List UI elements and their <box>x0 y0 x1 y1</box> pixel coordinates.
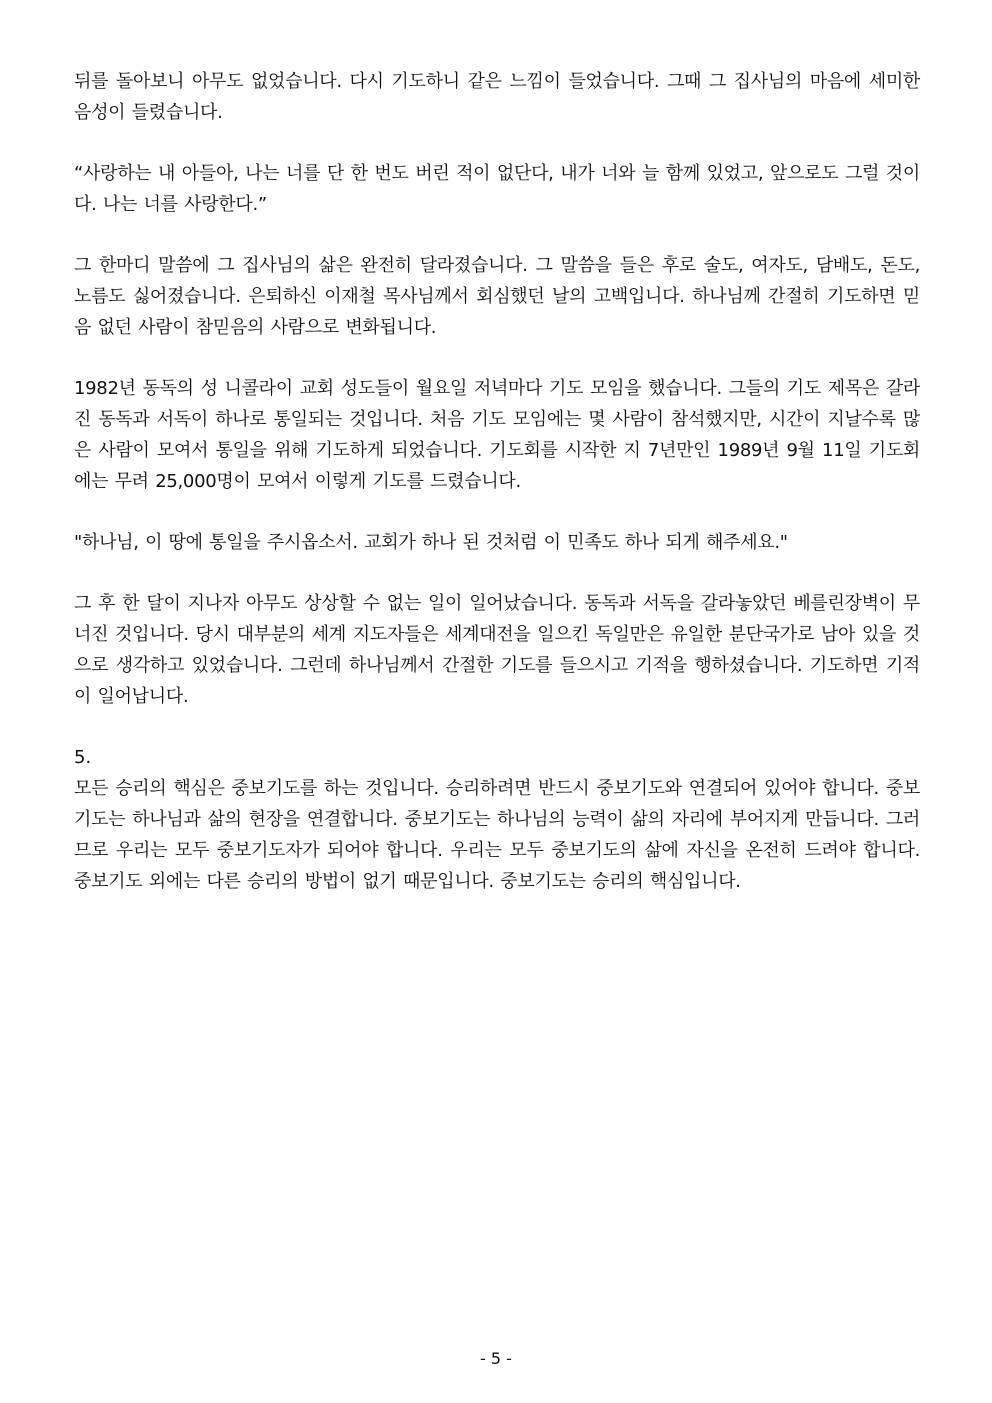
document-body <box>74 66 920 927</box>
quote-paragraph: "하나님, 이 땅에 통일을 주시옵소서. 교회가 하나 된 것처럼 이 민족도 하나 되게 해주세요." <box>74 532 788 553</box>
paragraph: 그 후 한 달이 지나자 아무도 상상할 수 없는 일이 일어났습니다. 동독과 서독을 갈라놓았던 베를린장벽이 무너진 것입니다. 당시 대부분의 세계 지도자들은 세계대전을 일으킨 독일만은 유일한 분단국가로 남아 있을 것으로 생각하고 있었습니다. 그런데 하나님께서 간절한 기도를 들으시고 기적을 행하셨습니다. 기도하면 기적이 일어납니다. <box>74 593 920 707</box>
section-paragraph: 모든 승리의 핵심은 중보기도를 하는 것입니다. 승리하려면 반드시 중보기도와 연결되어 있어야 합니다. 중보기도는 하나님과 삶의 현장을 연결합니다. 중보기도는 하나님의 능력이 삶의 자리에 부어지게 만듭니다. 그러므로 우리는 모두 중보기도자가 되어야 합니다. 우리는 모두 중보기도의 삶에 자신을 온전히 드려야 합니다. 중보기도 외에는 다른 승리의 방법이 없기 때문입니다. 중보기도는 승리의 핵심입니다. <box>74 778 920 892</box>
paragraph: 1982년 동독의 성 니콜라이 교회 성도들이 월요일 저녁마다 기도 모임을 했습니다. 그들의 기도 제목은 갈라진 동독과 서독이 하나로 통일되는 것입니다. 처음 기도 모임에는 몇 사람이 참석했지만, 시간이 지날수록 많은 사람이 모여서 통일을 위해 기도하게 되었습니다. 기도회를 시작한 지 7년만인 1989년 9월 11일 기도회에는 무려 25,000명이 모여서 이렇게 기도를 드렸습니다. <box>74 378 920 492</box>
quote-paragraph: “사랑하는 내 아들아, 나는 너를 단 한 번도 버린 적이 없단다, 내가 너와 늘 함께 있었고, 앞으로도 그럴 것이다. 나는 너를 사랑한다.” <box>74 163 920 215</box>
paragraph: 뒤를 돌아보니 아무도 없었습니다. 다시 기도하니 같은 느낌이 들었습니다. 그때 그 집사님의 마음에 세미한 음성이 들렸습니다. <box>74 71 920 123</box>
paragraph: 그 한마디 말씀에 그 집사님의 삶은 완전히 달라졌습니다. 그 말씀을 들은 후로 술도, 여자도, 담배도, 돈도, 노름도 싫어졌습니다. 은퇴하신 이재철 목사님께서 회심했던 날의 고백입니다. 하나님께 간절히 기도하면 믿음 없던 사람이 참믿음의 사람으로 변화됩니다. <box>74 255 920 338</box>
section-number: 5. <box>74 747 92 768</box>
page-number: - 5 - <box>480 1349 512 1368</box>
